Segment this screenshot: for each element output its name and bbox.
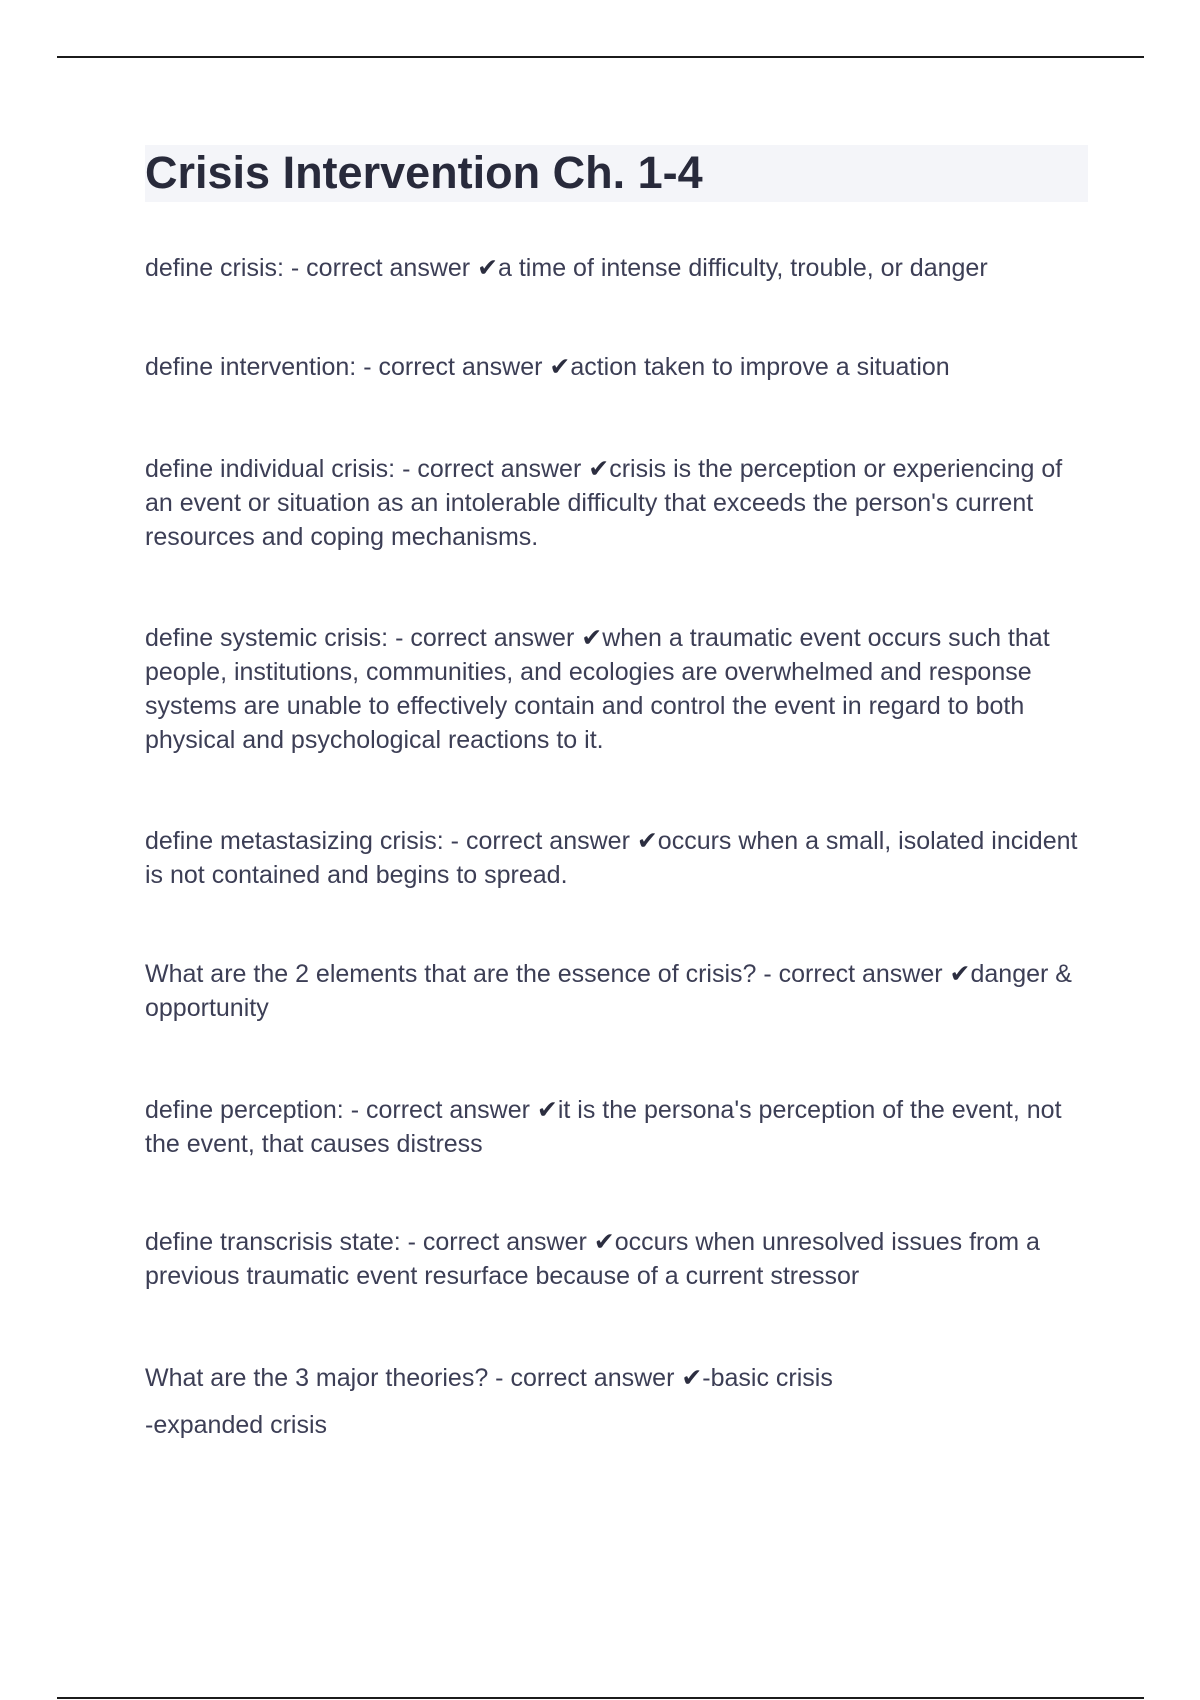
question-text: define individual crisis: <box>145 455 396 483</box>
checkmark-icon: ✔ <box>949 960 971 988</box>
question-text: define intervention: <box>145 353 357 381</box>
qa-item <box>145 1093 1090 1161</box>
correct-answer-label: - correct answer <box>488 1364 682 1392</box>
qa-item <box>145 251 1090 285</box>
qa-item <box>145 452 1090 554</box>
answer-text: -basic crisis <box>702 1364 833 1392</box>
correct-answer-label: - correct answer <box>400 1228 594 1256</box>
checkmark-icon: ✔ <box>588 455 610 483</box>
qa-item <box>145 1361 1090 1395</box>
checkmark-icon: ✔ <box>549 353 571 381</box>
answer-text: when a traumatic event occurs such that people, institutions, communities, and ecologies are overwhelmed and response systems are unable to effectively contain and control the event in regard to both physical and psychological reactions to it. <box>145 624 1050 754</box>
question-text: define systemic crisis: <box>145 624 389 652</box>
qa-item <box>145 350 1090 384</box>
answer-text: a time of intense difficulty, trouble, or danger <box>498 254 988 282</box>
answer-text: occurs when a small, isolated incident is not contained and begins to spread. <box>145 827 1078 889</box>
correct-answer-label: - correct answer <box>343 1096 537 1124</box>
correct-answer-label: - correct answer <box>283 254 478 282</box>
answer-text: danger & opportunity <box>145 960 1072 1022</box>
page-title: Crisis Intervention Ch. 1-4 <box>145 147 703 198</box>
answer-continuation-line: -expanded crisis <box>145 1411 328 1439</box>
answer-text: occurs when unresolved issues from a previous traumatic event resurface because of a current stressor <box>145 1228 1040 1290</box>
qa-item <box>145 824 1090 892</box>
correct-answer-label: - correct answer <box>388 624 582 652</box>
checkmark-icon: ✔ <box>681 1364 703 1392</box>
question-text: define crisis: <box>145 254 284 282</box>
question-text: What are the 2 elements that are the essence of crisis? <box>145 960 757 988</box>
question-text: define transcrisis state: <box>145 1228 401 1256</box>
bottom-rule <box>57 1697 1144 1699</box>
question-text: define metastasizing crisis: <box>145 827 444 855</box>
checkmark-icon: ✔ <box>581 624 603 652</box>
correct-answer-label: - correct answer <box>395 455 589 483</box>
top-rule <box>57 56 1144 58</box>
question-text: define perception: <box>145 1096 344 1124</box>
answer-text: crisis is the perception or experiencing of an event or situation as an intolerable difficulty that exceeds the person's current resources and coping mechanisms. <box>145 455 1063 551</box>
correct-answer-label: - correct answer <box>356 353 550 381</box>
answer-text: it is the persona's perception of the event, not the event, that causes distress <box>145 1096 1062 1158</box>
correct-answer-label: - correct answer <box>756 960 950 988</box>
question-text: What are the 3 major theories? <box>145 1364 489 1392</box>
checkmark-icon: ✔ <box>593 1228 615 1256</box>
qa-item <box>145 621 1090 757</box>
qa-item <box>145 957 1090 1025</box>
qa-item <box>145 1225 1090 1293</box>
checkmark-icon: ✔ <box>536 1096 558 1124</box>
correct-answer-label: - correct answer <box>443 827 637 855</box>
checkmark-icon: ✔ <box>636 827 658 855</box>
checkmark-icon: ✔ <box>477 254 499 282</box>
answer-text: action taken to improve a situation <box>570 353 950 381</box>
